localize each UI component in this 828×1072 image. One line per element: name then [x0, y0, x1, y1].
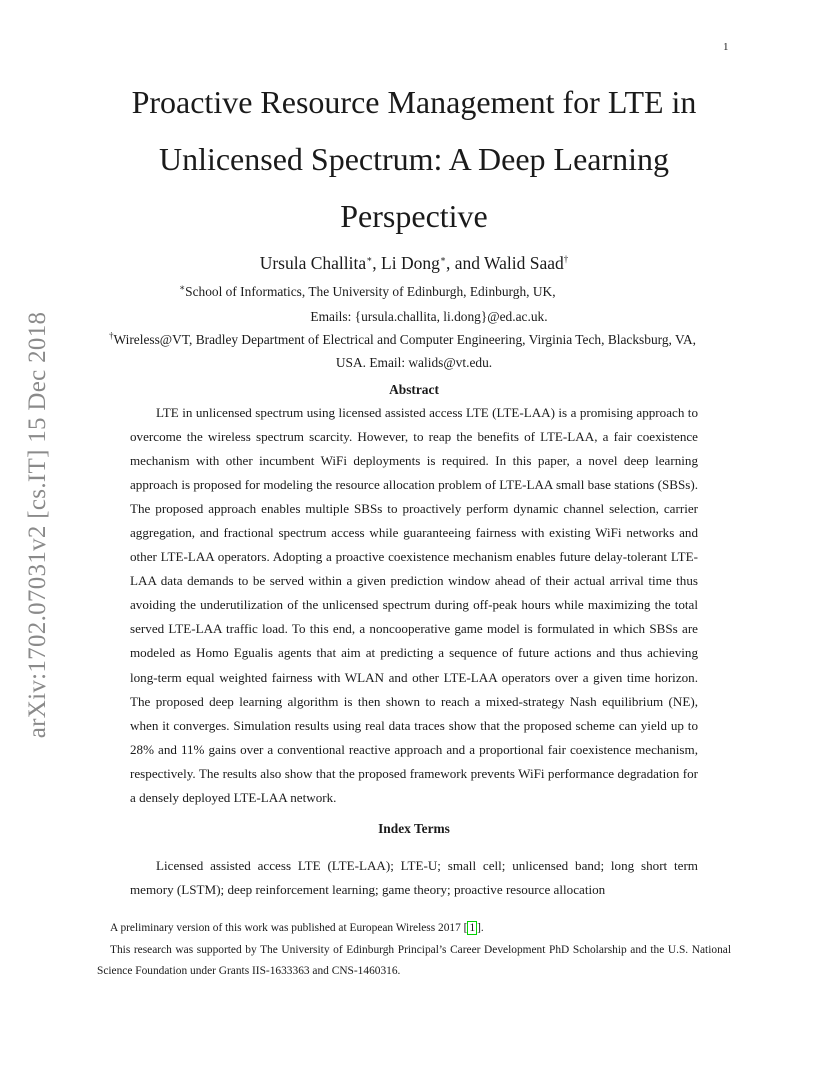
abstract-text: LTE in unlicensed spectrum using licensed assisted access LTE (LTE-LAA) is a promising approach to overcome the wireless spectrum scarcity. However, to reap the benefits of LTE-LAA, a fair coexistence mechanism with other incumbent WiFi deployments is required. In this paper, a novel deep learning approach is proposed for modeling the resource allocation problem of LTE-LAA small base stations (SBSs). The proposed approach enables multiple SBSs to proactively perform dynamic channel selection, carrier aggregation, and fractional spectrum access while guaranteeing fairness with existing WiFi networks and other LTE-LAA operators. Adopting a proactive coexistence mechanism enables future delay-tolerant LTE-LAA data demands to be served within a given prediction window ahead of their actual arrival time thus avoiding the underutilization of the unlicensed spectrum during off-peak hours while maximizing the total served LTE-LAA traffic load. To this end, a noncooperative game model is formulated in which SBSs are modeled as Homo Egualis agents that aim at predicting a sequence of future actions and thus achieving long-term equal weighted fairness with WLAN and other LTE-LAA operators over a given time horizon. The proposed deep learning algorithm is then shown to reach a mixed-strategy Nash equilibrium (NE), when it converges. Simulation results using real data traces show that the proposed scheme can yield up to 28% and 11% gains over a conventional reactive approach and a proportional fair coexistence mechanism, respectively. The results also show that the proposed framework prevents WiFi performance degradation for a densely deployed LTE-LAA network. [130, 405, 698, 805]
page-number: 1 [723, 41, 729, 53]
affiliation-text: School of Informatics, The University of Edinburgh, Edinburgh, UK, [185, 284, 556, 299]
author-separator: , [372, 253, 382, 273]
affiliation-edinburgh [90, 280, 738, 328]
abstract-heading: Abstract [389, 382, 439, 397]
author-mark: † [563, 254, 569, 265]
author-mark: ∗ [366, 254, 373, 265]
footnote-preliminary-version [97, 918, 731, 940]
index-terms-text: Licensed assisted access LTE (LTE-LAA); LTE-U; small cell; unlicensed band; long short term memory (LSTM); deep reinforcement learning; game theory; proactive resource allocation [130, 858, 698, 897]
paper-title [90, 74, 738, 245]
title-line-3: Perspective [340, 198, 488, 234]
author-mark: ∗ [439, 254, 446, 265]
affiliation-text: Wireless@VT, Bradley Department of Electrical and Computer Engineering, Virginia Tech, Blacksburg, VA, [113, 332, 696, 347]
author-separator: , and [445, 253, 485, 273]
author-name: Ursula Challita [259, 253, 367, 273]
footnote-text: ]. [477, 922, 484, 934]
citation-link[interactable]: 1 [469, 922, 476, 934]
affiliation-mark: ∗ [179, 282, 186, 293]
title-line-2: Unlicensed Spectrum: A Deep Learning [158, 141, 670, 177]
footnote-text: A preliminary version of this work was published at European Wireless 2017 [ [110, 922, 468, 934]
title-line-1: Proactive Resource Management for LTE in [131, 84, 697, 120]
author-name: Walid Saad [484, 253, 564, 273]
affiliation-line [90, 328, 738, 351]
footnotes [97, 918, 731, 983]
author-list [90, 253, 738, 274]
author-name: Li Dong [381, 253, 440, 273]
affiliation-emails: Emails: {ursula.challita, li.dong}@ed.ac.uk. [310, 309, 548, 324]
footnote-funding: This research was supported by The University of Edinburgh Principal’s Career Development PhD Scholarship and the U.S. National Science Foundation under Grants IIS-1633363 and CNS-1460316. [97, 943, 731, 977]
index-terms-heading: Index Terms [378, 821, 450, 836]
affiliation-virginia-tech [90, 328, 738, 374]
affiliation-mark: † [109, 330, 114, 341]
affiliation-email: USA. Email: walids@vt.edu. [335, 355, 493, 370]
arxiv-stamp: arXiv:1702.07031v2 [cs.IT] 15 Dec 2018 [24, 311, 51, 739]
affiliation-line [90, 280, 738, 303]
